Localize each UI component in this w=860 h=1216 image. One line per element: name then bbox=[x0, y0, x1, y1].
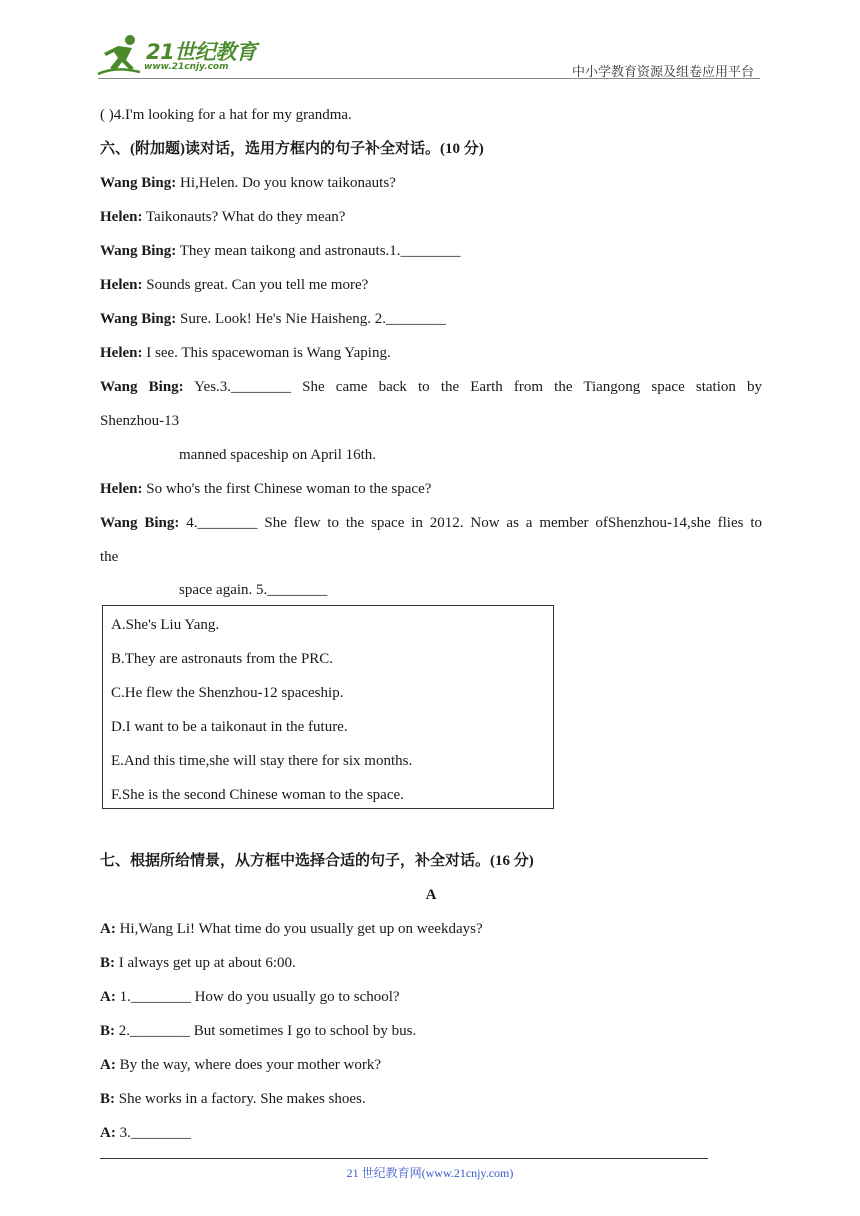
dialogue-text: Sure. Look! He's Nie Haisheng. 2.________ bbox=[176, 311, 447, 327]
footer-text: 21 世纪教育网(www.21cnjy.com) bbox=[346, 1166, 514, 1180]
sub-heading-a: A bbox=[425, 887, 437, 903]
dialogue-line bbox=[100, 987, 762, 1007]
logo-url: www.21cnjy.com bbox=[144, 62, 229, 72]
dialogue-text: 1.________ How do you usually go to school? bbox=[115, 989, 400, 1005]
dialogue-line bbox=[100, 275, 762, 295]
option-d: D.I want to be a taikonaut in the future. bbox=[111, 719, 348, 735]
speaker: Helen: bbox=[100, 277, 143, 293]
dialogue-text: She works in a factory. She makes shoes. bbox=[115, 1091, 366, 1107]
dialogue-continuation: the bbox=[100, 549, 119, 565]
dialogue-line bbox=[100, 919, 762, 939]
dialogue-text: 3.________ bbox=[115, 1125, 191, 1141]
section-6-heading: 六、(附加题)读对话，选用方框内的句子补全对话。(10 分) bbox=[100, 141, 484, 157]
dialogue-continuation: space again. 5.________ bbox=[179, 582, 328, 598]
dialogue-text: Hi,Helen. Do you know taikonauts? bbox=[176, 175, 396, 191]
speaker: A: bbox=[100, 921, 116, 937]
dialogue-line bbox=[100, 1089, 762, 1109]
speaker: Helen: bbox=[100, 209, 143, 225]
dialogue-text: 2.________ But sometimes I go to school by bus. bbox=[115, 1023, 417, 1039]
dialogue-line bbox=[100, 1123, 762, 1143]
dialogue-text: 4.________ She flew to the space in 2012. Now as a member ofShenzhou-14,she flies to bbox=[179, 515, 762, 531]
speaker: Wang Bing: bbox=[100, 311, 177, 327]
speaker: Helen: bbox=[100, 345, 143, 361]
dialogue-line bbox=[100, 173, 762, 193]
option-a: A.She's Liu Yang. bbox=[111, 617, 220, 633]
dialogue-text: Hi,Wang Li! What time do you usually get up on weekdays? bbox=[115, 921, 483, 937]
dialogue-line bbox=[100, 513, 762, 533]
question-4: ( )4.I'm looking for a hat for my grandma. bbox=[100, 107, 352, 123]
dialogue-text: Sounds great. Can you tell me more? bbox=[142, 277, 369, 293]
option-f: F.She is the second Chinese woman to the space. bbox=[111, 787, 404, 803]
dialogue-text: They mean taikong and astronauts.1.________ bbox=[176, 243, 461, 259]
speaker: Helen: bbox=[100, 481, 143, 497]
section-7-heading: 七、根据所给情景，从方框中选择合适的句子，补全对话。(16 分) bbox=[100, 853, 534, 869]
option-e: E.And this time,she will stay there for six months. bbox=[111, 753, 413, 769]
dialogue-line bbox=[100, 207, 762, 227]
speaker: A: bbox=[100, 1125, 116, 1141]
platform-name: 中小学教育资源及组卷应用平台 bbox=[571, 65, 754, 80]
speaker: Wang Bing: bbox=[100, 175, 177, 191]
dialogue-line bbox=[100, 309, 762, 329]
dialogue-line bbox=[100, 479, 762, 499]
speaker: B: bbox=[100, 1091, 115, 1107]
dialogue-line bbox=[100, 1021, 762, 1041]
footer-divider bbox=[100, 1158, 708, 1159]
dialogue-text: I see. This spacewoman is Wang Yaping. bbox=[142, 345, 391, 361]
dialogue-line bbox=[100, 241, 762, 261]
speaker: B: bbox=[100, 1023, 115, 1039]
dialogue-line bbox=[100, 343, 762, 363]
dialogue-line bbox=[100, 377, 762, 397]
site-logo bbox=[96, 34, 266, 78]
dialogue-text: Yes.3.________ She came back to the Earth from the Tiangong space station by bbox=[183, 379, 762, 395]
dialogue-text: Taikonauts? What do they mean? bbox=[142, 209, 346, 225]
dialogue-continuation: manned spaceship on April 16th. bbox=[179, 447, 377, 463]
option-c: C.He flew the Shenzhou-12 spaceship. bbox=[111, 685, 344, 701]
speaker: Wang Bing: bbox=[100, 243, 177, 259]
speaker: Wang Bing: bbox=[100, 379, 184, 395]
option-b: B.They are astronauts from the PRC. bbox=[111, 651, 334, 667]
page-header bbox=[0, 0, 860, 84]
speaker: Wang Bing: bbox=[100, 515, 180, 531]
dialogue-line bbox=[100, 953, 762, 973]
speaker: A: bbox=[100, 989, 116, 1005]
dialogue-continuation: Shenzhou-13 bbox=[100, 413, 180, 429]
dialogue-text: So who's the first Chinese woman to the space? bbox=[142, 481, 432, 497]
header-divider bbox=[98, 78, 760, 79]
runner-logo-icon bbox=[96, 34, 148, 78]
speaker: B: bbox=[100, 955, 115, 971]
dialogue-line bbox=[100, 1055, 762, 1075]
speaker: A: bbox=[100, 1057, 116, 1073]
options-box bbox=[102, 605, 554, 809]
dialogue-text: By the way, where does your mother work? bbox=[115, 1057, 382, 1073]
logo-text: 21世纪教育 bbox=[146, 40, 257, 64]
dialogue-text: I always get up at about 6:00. bbox=[115, 955, 296, 971]
